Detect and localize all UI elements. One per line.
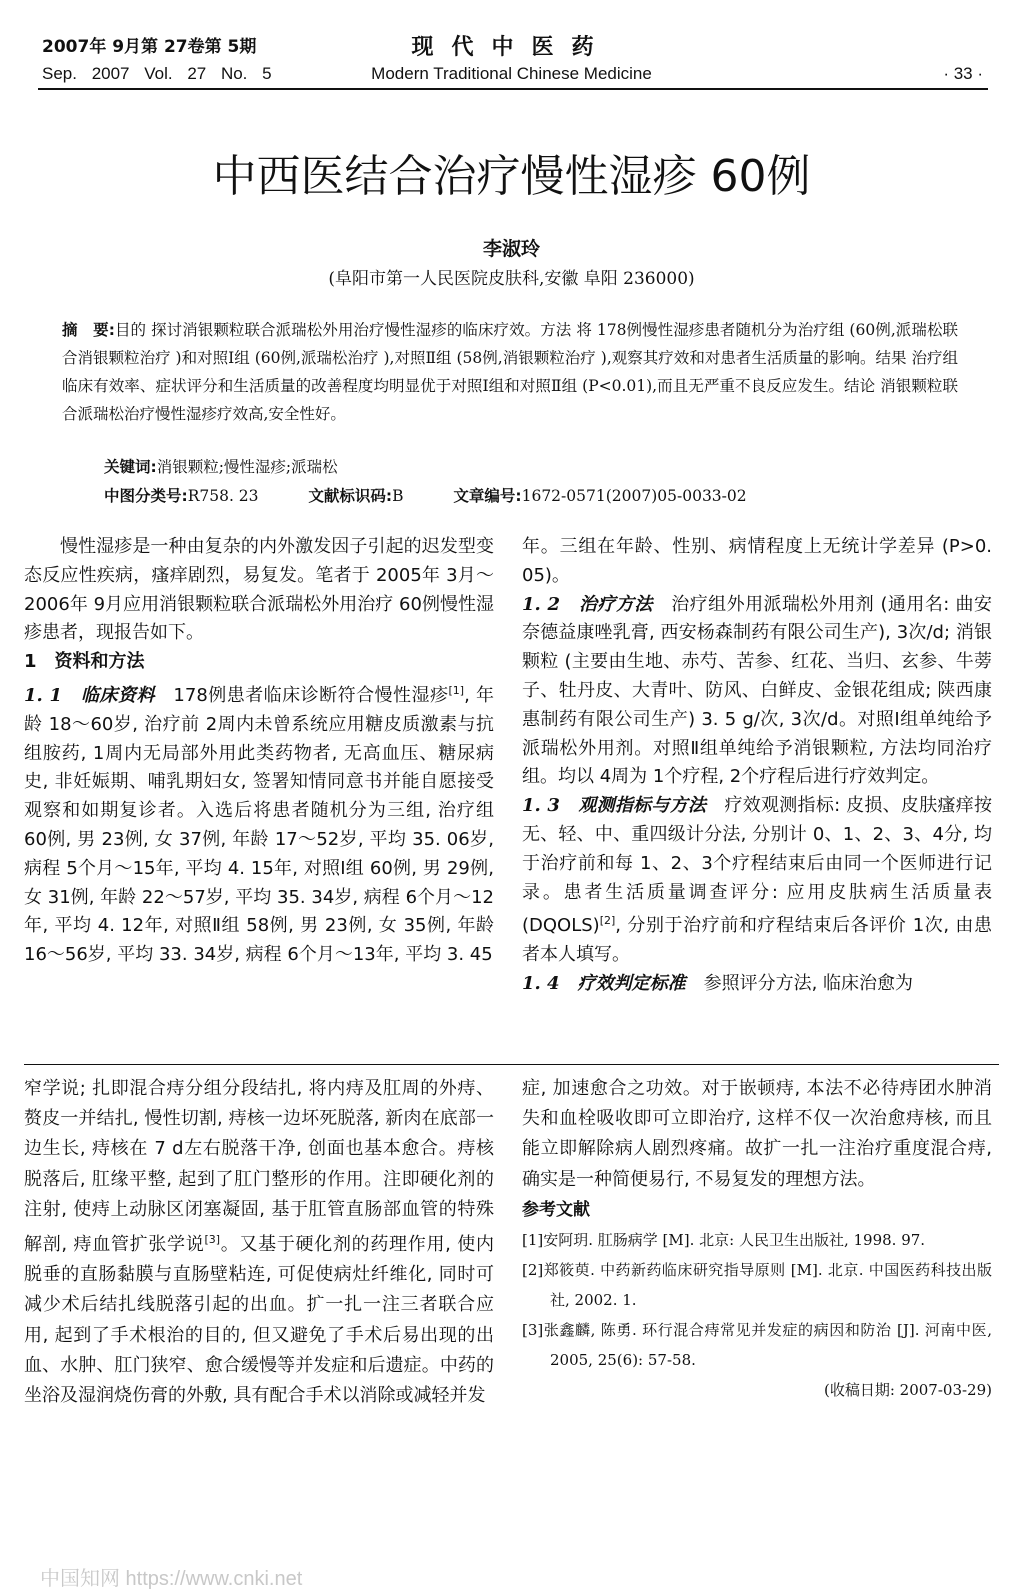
header-rule: [38, 88, 988, 90]
section-1-3: [522, 792, 992, 970]
page-number: · 33 ·: [943, 64, 983, 83]
article-separator: [24, 1064, 999, 1065]
section-1-2: [522, 591, 992, 793]
citation-2: [2]: [599, 914, 616, 928]
section-1-heading: 1 资料和方法: [24, 651, 145, 673]
reference-item: [2]郑筱萸. 中药新药临床研究指导原则 [M]. 北京. 中国医药科技出版社, 2002. 1.: [522, 1260, 992, 1309]
clc-label: 中图分类号:: [104, 487, 188, 505]
bottom-left-text: [24, 1074, 494, 1411]
classification: [104, 484, 964, 506]
section-1-3-text-cont: , 分别于治疗前和疗程结束后各评价 1次, 由患者本人填写。: [522, 915, 992, 966]
clc-value: R758. 23: [187, 487, 259, 505]
left-column: [24, 533, 494, 970]
bottom-left-column: [24, 1074, 494, 1411]
intro-paragraph: 慢性湿疹是一种由复杂的内外激发因子引起的迟发型变态反应性疾病，瘙痒剧烈，易复发。笔者于 2005年 3月～2006年 9月应用消银颗粒联合派瑞松外用治疗 60例慢性湿疹患者，现报告如下。: [24, 536, 494, 644]
section-1-4-heading: 1. 4 疗效判定标准: [522, 972, 686, 994]
watermark: 中国知网 https://www.cnki.net: [40, 1568, 303, 1590]
journal-name-cn: 现代中医药: [411, 35, 612, 60]
doc-code-value: B: [392, 487, 404, 505]
references-heading: 参考文献: [522, 1199, 590, 1220]
received-date: (收稿日期: 2007-03-29): [823, 1380, 992, 1399]
bottom-right-column: [522, 1074, 992, 1405]
section-1-2-text: 治疗组外用派瑞松外用剂 (通用名: 曲安奈德益康唑乳膏, 西安杨森制药有限公司生产), 3次/d; 消银颗粒 (主要由生地、赤芍、苦参、红花、当归、玄参、牛蒡子、牡丹皮、大青叶、防风、白鲜皮、金银花组成; 陕西康惠制药有限公司生产) 3. 5 g/次, 3次/d。对照Ⅰ组单纯给予派瑞松外用剂。对照Ⅱ组单纯给予消银颗粒, 方法均同治疗组。均以 4周为 1个疗程, 2个疗程后进行疗效判定。: [522, 593, 992, 788]
keywords-label: 关键词:: [104, 458, 157, 476]
author: 李淑玲: [482, 238, 540, 260]
section-1-2-heading: 1. 2 治疗方法: [522, 593, 653, 615]
section-1-4: [522, 970, 992, 999]
issue-en: Sep. 2007 Vol. 27 No. 5: [42, 64, 272, 83]
reference-item: [1]安阿玥. 肛肠病学 [M]. 北京: 人民卫生出版社, 1998. 97.: [522, 1230, 926, 1249]
section-1-1-heading: 1. 1 临床资料: [24, 684, 155, 706]
section-1-1: [24, 677, 494, 970]
keywords-text: 消银颗粒;慢性湿疹;派瑞松: [156, 458, 338, 476]
section-1-1-text: 178例患者临床诊断符合慢性湿疹: [154, 684, 449, 706]
citation-3: [3]: [204, 1233, 221, 1247]
references: [522, 1195, 992, 1405]
abstract: [62, 316, 958, 428]
bottom-right-text: 症, 加速愈合之功效。对于嵌顿痔, 本法不必待痔团水肿消失和血栓吸收即可立即治疗, 这样不仅一次治愈痔核, 而且能立即解除病人剧烈疼痛。故扩一扎一注治疗重度混合痔, 确实是一种简便易行, 不易复发的理想方法。: [522, 1078, 992, 1190]
abstract-text: 目的 探讨消银颗粒联合派瑞松外用治疗慢性湿疹的临床疗效。方法 将 178例慢性湿疹患者随机分为治疗组 (60例,派瑞松联合消银颗粒治疗 )和对照Ⅰ组 (60例,派瑞松治疗 ),对照Ⅱ组 (58例,消银颗粒治疗 ),观察其疗效和对患者生活质量的影响。结果 治疗组临床有效率、症状评分和生活质量的改善程度均明显优于对照Ⅰ组和对照Ⅱ组 (P<0.01),而且无严重不良反应发生。结论 消银颗粒联合派瑞松治疗慢性湿疹疗效高,安全性好。: [62, 321, 959, 423]
doc-code-label: 文献标识码:: [308, 487, 393, 505]
issue-cn: 2007年 9月第 27卷第 5期: [42, 37, 257, 57]
section-1-4-text: 参照评分方法, 临床治愈为: [685, 972, 914, 994]
article-title: 中西医结合治疗慢性湿疹 60例: [212, 151, 811, 202]
article-id-value: 1672-0571(2007)05-0033-02: [521, 487, 747, 505]
section-1-3-heading: 1. 3 观测指标与方法: [522, 795, 707, 817]
article-id-label: 文章编号:: [453, 487, 522, 505]
section-1-3-text: 疗效观测指标: 皮损、皮肤瘙痒按无、轻、中、重四级计分法, 分别计 0、1、2、3、4分, 均于治疗前和每 1、2、3个疗程结束后由同一个医师进行记录。患者生活质量调查评分: 应用皮肤病生活质量表 (DQOLS): [522, 795, 992, 937]
right-column: [522, 533, 992, 999]
bottom-left-text-b: 。又基于硬化剂的药理作用, 使内脱垂的直肠黏膜与直肠壁粘连, 可促使病灶纤维化, 同时可减少术后结扎线脱落引起的出血。扩一扎一注三者联合应用, 起到了手术根治的目的, 但又避免了手术后易出现的出血、水肿、肛门狭窄、愈合缓慢等并发症和后遗症。中药的坐浴及湿润烧伤膏的外敷, 具有配合手术以消除或减轻并发: [24, 1234, 494, 1407]
reference-item: [3]张鑫麟, 陈勇. 环行混合痔常见并发症的病因和防治 [J]. 河南中医, 2005, 25(6): 57-58.: [522, 1320, 992, 1369]
keywords: [104, 455, 964, 477]
citation-1: [1]: [448, 683, 465, 697]
continued-text: 年。三组在年龄、性别、病情程度上无统计学差异 (P>0. 05)。: [522, 536, 992, 586]
journal-name-en: Modern Traditional Chinese Medicine: [371, 64, 652, 83]
abstract-label: 摘 要:: [62, 321, 115, 339]
affiliation: (阜阳市第一人民医院皮肤科,安徽 阜阳 236000): [328, 269, 695, 289]
section-1-1-text-cont: , 年龄 18～60岁, 治疗前 2周内未曾系统应用糖皮质激素与抗组胺药, 1周内无局部外用此类药物者, 无高血压、糖尿病史, 非妊娠期、哺乳期妇女, 签署知情同意书并能自愿接受观察和如期复诊者。入选后将患者随机分为三组, 治疗组 60例, 男 23例, 女 37例, 年龄 17～52岁, 平均 35. 06岁, 病程 5个月～15年, 平均 4. 15年, 对照Ⅰ组 60例, 男 29例, 女 31例, 年龄 22～57岁, 平均 35. 34岁, 病程 6个月～12年, 平均 4. 12年, 对照Ⅱ组 58例, 男 23例, 女 35例, 年龄 16～56岁, 平均 33. 34岁, 病程 6个月～13年, 平均 3. 45: [24, 684, 494, 966]
bottom-left-text-a: 窄学说; 扎即混合痔分组分段结扎, 将内痔及肛周的外痔、赘皮一并结扎, 慢性切割, 痔核一边坏死脱落, 新肉在底部一边生长, 痔核在 7 d左右脱落干净, 创面也基本愈合。痔核脱落后, 肛缘平整, 起到了肛门整形的作用。注即硬化剂的注射, 使痔上动脉区闭塞凝固, 基于肛管直肠部血管的特殊解剖, 痔血管扩张学说: [24, 1078, 494, 1256]
